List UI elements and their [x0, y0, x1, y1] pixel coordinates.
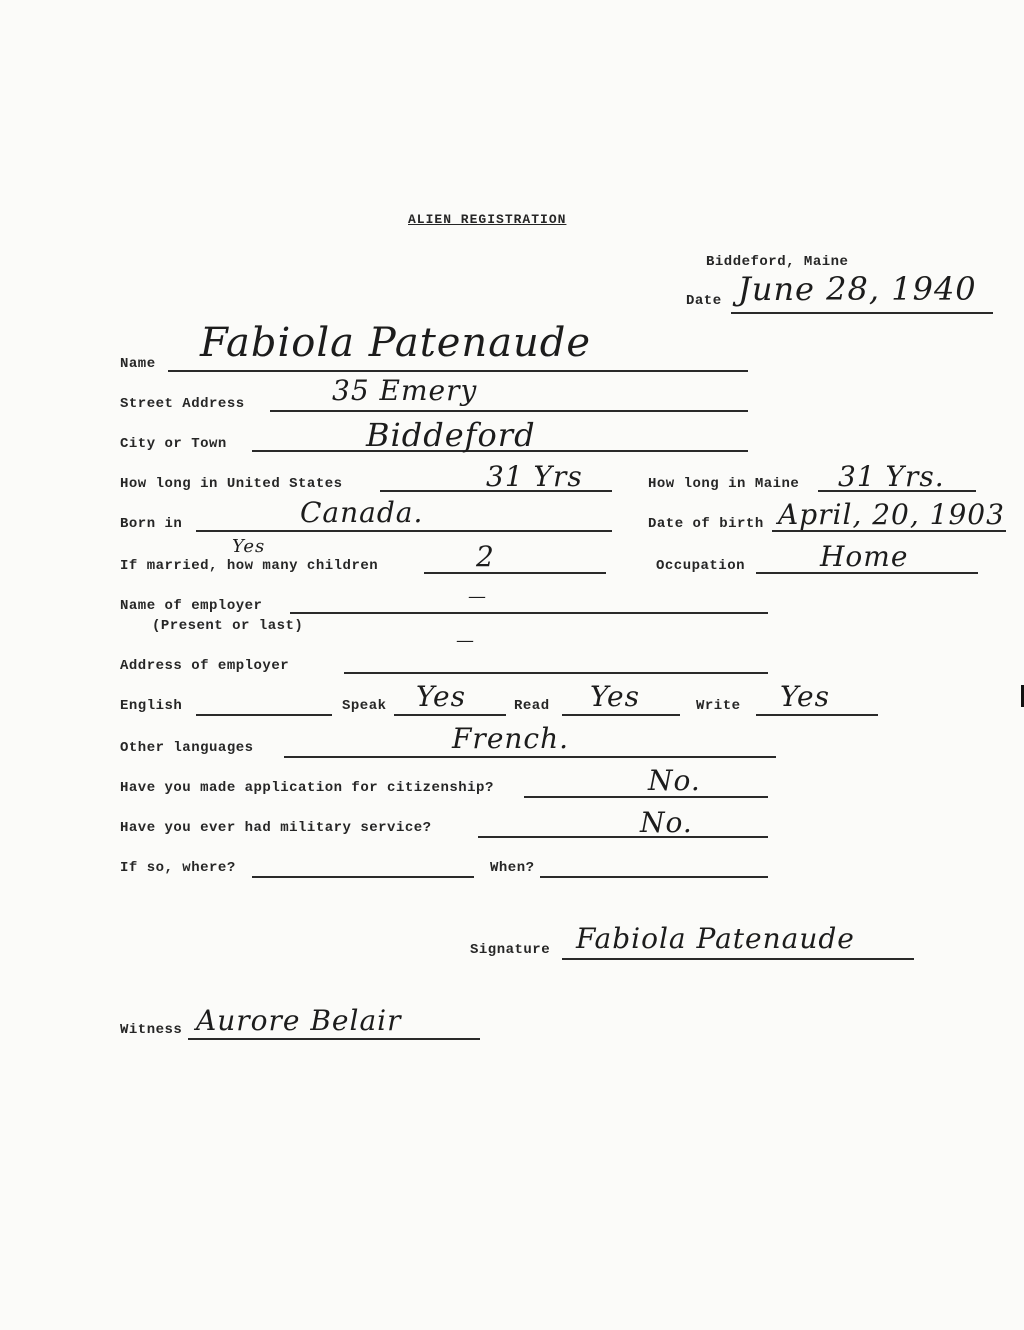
military-label: Have you ever had military service? — [120, 820, 432, 836]
speak-value: Yes — [416, 680, 466, 713]
occupation-value: Home — [820, 540, 909, 573]
if-so-where-label: If so, where? — [120, 860, 236, 876]
other-languages-value: French. — [452, 722, 570, 755]
date-label: Date — [686, 293, 722, 309]
when-label: When? — [490, 860, 535, 876]
city-label: City or Town — [120, 436, 227, 452]
married-label: If married, how many children — [120, 558, 379, 574]
military-line — [478, 836, 768, 838]
speak-line — [394, 714, 506, 716]
street-line — [270, 410, 748, 412]
employer-value: — — [468, 586, 487, 607]
signature-value: Fabiola Patenaude — [576, 922, 855, 955]
street-value: 35 Emery — [332, 374, 478, 407]
witness-line — [188, 1038, 480, 1040]
other-languages-label: Other languages — [120, 740, 254, 756]
employer-address-label: Address of employer — [120, 658, 290, 674]
place-label: Biddeford, Maine — [706, 254, 849, 270]
date-line — [731, 312, 993, 314]
citizenship-value: No. — [648, 764, 701, 797]
street-label: Street Address — [120, 396, 245, 412]
form-title: ALIEN REGISTRATION — [408, 212, 567, 227]
write-line — [756, 714, 878, 716]
employer-address-value: — — [456, 630, 475, 651]
citizenship-label: Have you made application for citizenship? — [120, 780, 494, 796]
how-long-us-value: 31 Yrs — [486, 460, 583, 493]
name-value: Fabiola Patenaude — [200, 320, 592, 366]
read-value: Yes — [590, 680, 640, 713]
citizenship-line — [524, 796, 768, 798]
write-label: Write — [696, 698, 741, 714]
date-of-birth-value: April, 20, 1903 — [778, 498, 1005, 531]
born-in-line — [196, 530, 612, 532]
read-line — [562, 714, 680, 716]
write-value: Yes — [780, 680, 830, 713]
if-so-where-line — [252, 876, 474, 878]
born-in-label: Born in — [120, 516, 183, 532]
english-line — [196, 714, 332, 716]
married-value: Yes — [232, 536, 266, 557]
children-value: 2 — [476, 540, 495, 573]
employer-label: Name of employer — [120, 598, 263, 614]
city-value: Biddeford — [366, 416, 536, 454]
read-label: Read — [514, 698, 550, 714]
children-line — [424, 572, 606, 574]
signature-label: Signature — [470, 942, 551, 958]
occupation-label: Occupation — [656, 558, 746, 574]
born-in-value: Canada. — [300, 496, 424, 529]
how-long-maine-label: How long in Maine — [648, 476, 800, 492]
name-line — [168, 370, 748, 372]
employer-address-line — [344, 672, 768, 674]
how-long-us-label: How long in United States — [120, 476, 343, 492]
name-label: Name — [120, 356, 156, 372]
how-long-maine-value: 31 Yrs. — [838, 460, 945, 493]
employer-line — [290, 612, 768, 614]
when-line — [540, 876, 768, 878]
date-of-birth-label: Date of birth — [648, 516, 764, 532]
speak-label: Speak — [342, 698, 387, 714]
military-value: No. — [640, 806, 693, 839]
signature-line — [562, 958, 914, 960]
other-languages-line — [284, 756, 776, 758]
date-value: June 28, 1940 — [738, 270, 977, 308]
english-label: English — [120, 698, 183, 714]
witness-label: Witness — [120, 1022, 183, 1038]
witness-value: Aurore Belair — [196, 1004, 402, 1037]
employer-sublabel: (Present or last) — [152, 618, 304, 634]
